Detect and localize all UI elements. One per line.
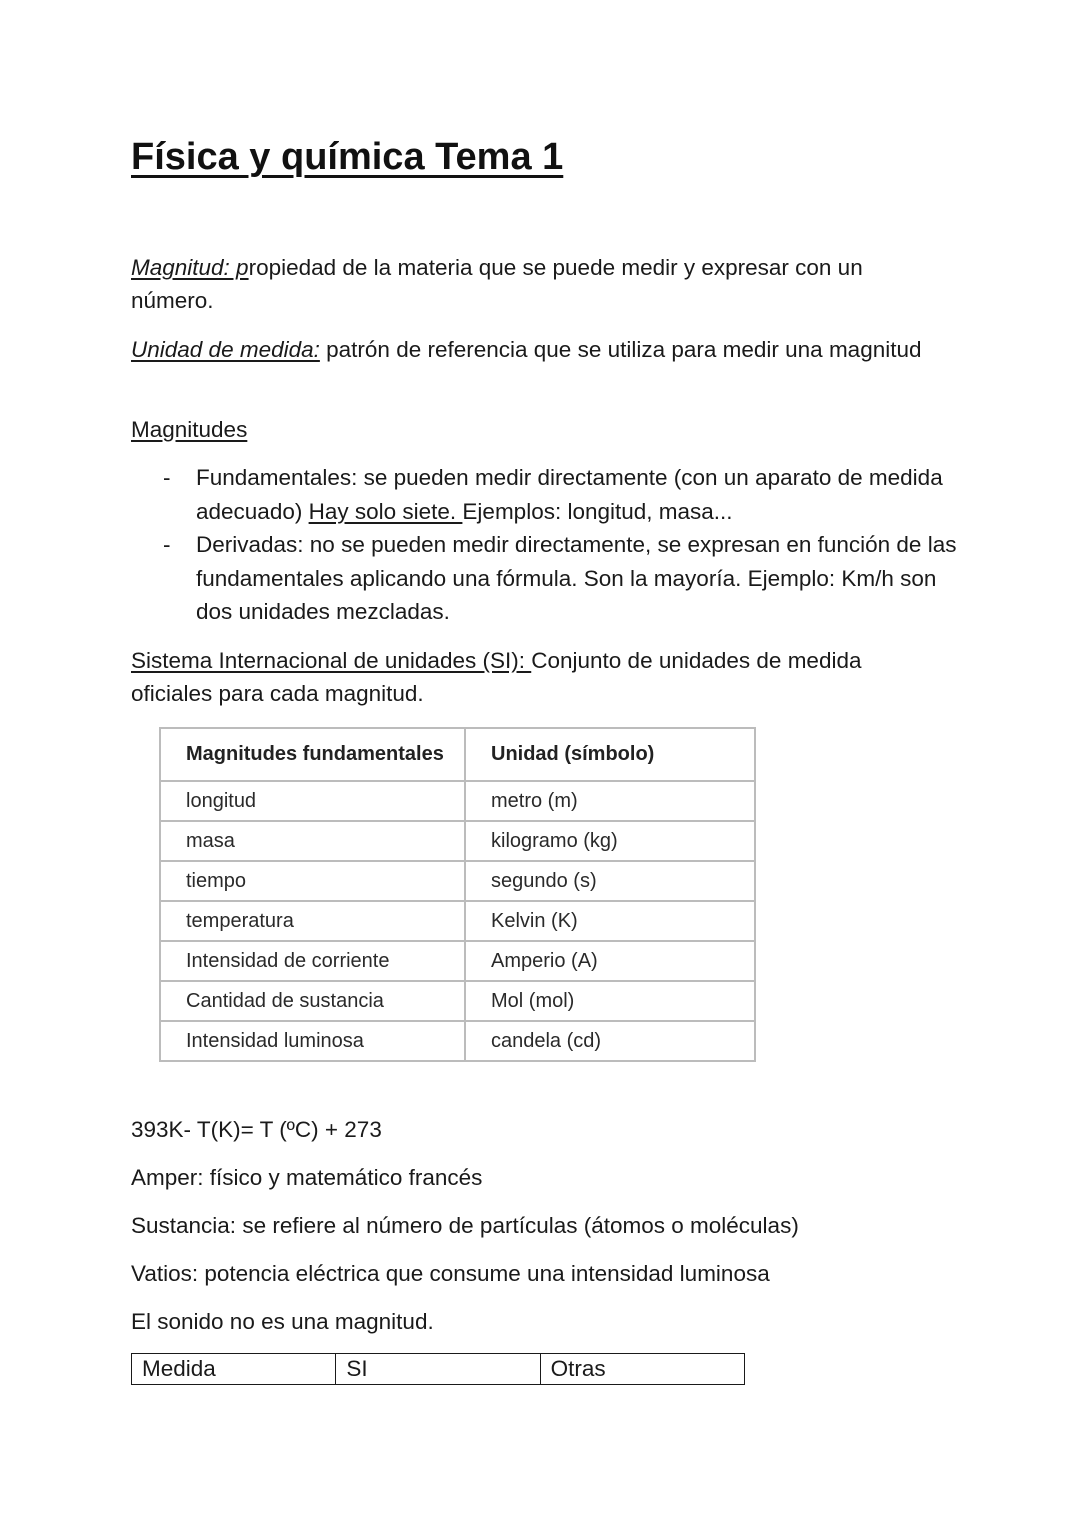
magnitudes-heading [131,413,941,446]
fundamentales-underlined: Hay solo siete. [308,498,463,524]
medida-table [131,1353,745,1385]
bullet-dash: - [163,465,171,490]
note-vatios: Vatios: potencia eléctrica que consume una intensidad luminosa [131,1261,770,1286]
table-row [160,981,755,1021]
si-units-table [159,727,756,1062]
cell-magnitud: Cantidad de sustancia [160,981,465,1021]
term-magnitud: Magnitud: p [131,255,249,280]
cell-si: SI [336,1354,540,1385]
table-row [160,781,755,821]
table-row [160,821,755,861]
table-row [160,861,755,901]
list-item-derivadas [131,528,961,629]
cell-magnitud: Intensidad de corriente [160,941,465,981]
note-sonido: El sonido no es una magnitud. [131,1309,434,1334]
fundamentales-examples: Ejemplos: longitud, masa... [462,498,733,524]
header-unidad: Unidad (símbolo) [465,728,755,781]
note-kelvin-formula: 393K- T(K)= T (ºC) + 273 [131,1117,382,1142]
table-row [160,941,755,981]
magnitudes-list [131,461,961,629]
cell-magnitud: Intensidad luminosa [160,1021,465,1061]
cell-magnitud: temperatura [160,901,465,941]
definition-unidad-de-medida [131,333,941,366]
magnitudes-heading-text: Magnitudes [131,417,248,442]
cell-unidad: segundo (s) [465,861,755,901]
bullet-dash: - [163,532,171,557]
cell-otras: Otras [540,1354,744,1385]
table-header-row [160,728,755,781]
cell-unidad: kilogramo (kg) [465,821,755,861]
note-amper: Amper: físico y matemático francés [131,1165,483,1190]
cell-magnitud: tiempo [160,861,465,901]
cell-magnitud: longitud [160,781,465,821]
cell-unidad: Amperio (A) [465,941,755,981]
definition-magnitud [131,251,941,317]
definition-magnitud-text: ropiedad de la materia que se puede medir y expresar con un número. [131,255,863,313]
cell-unidad: candela (cd) [465,1021,755,1061]
derivadas-text: Derivadas: no se pueden medir directamente, se expresan en función de las fundamentales aplicando una fórmula. Son la mayoría. Ejemplo: Km/h son dos unidades mezcladas. [196,532,957,624]
cell-unidad: Mol (mol) [465,981,755,1021]
definition-si-text: Conjunto de unidades de medida oficiales para cada magnitud. [131,648,862,706]
table-row [160,1021,755,1061]
definition-si [131,644,941,710]
term-unidad-de-medida: Unidad de medida: [131,337,320,362]
cell-medida: Medida [132,1354,336,1385]
definition-unidad-text: patrón de referencia que se utiliza para medir una magnitud [319,337,922,362]
table-row [160,901,755,941]
cell-unidad: metro (m) [465,781,755,821]
page-title: Física y química Tema 1 [131,136,564,178]
cell-unidad: Kelvin (K) [465,901,755,941]
cell-magnitud: masa [160,821,465,861]
note-sustancia: Sustancia: se refiere al número de partículas (átomos o moléculas) [131,1213,799,1238]
fundamentales-text: Fundamentales: se pueden medir directamente (con un aparato de medida adecuado) [196,465,943,524]
list-item-fundamentales [131,461,961,528]
header-magnitudes: Magnitudes fundamentales [160,728,465,781]
term-si: Sistema Internacional de unidades (SI): [131,648,532,673]
table-row [132,1354,745,1385]
